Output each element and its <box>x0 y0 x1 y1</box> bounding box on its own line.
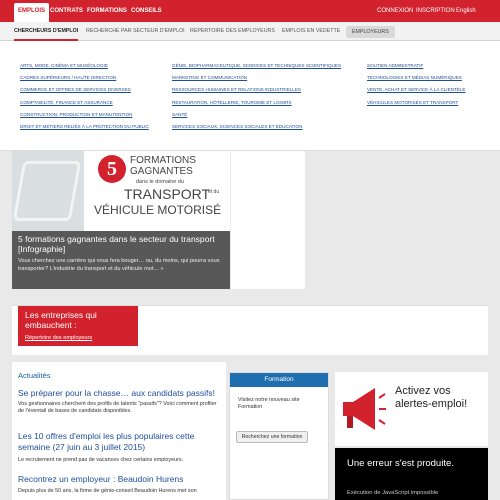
sector-link[interactable]: RESTAURATION, HÔTELLERIE, TOURISME ET LOISIRS <box>172 99 292 105</box>
featured-banner[interactable] <box>12 151 230 289</box>
hiring-companies-title: Les entreprises qui embauchent : <box>25 310 97 330</box>
tab-contrats[interactable]: CONTRATS <box>50 8 83 14</box>
hiring-companies-box[interactable] <box>18 306 138 346</box>
tab-conseils[interactable]: CONSEILS <box>131 8 162 14</box>
sector-link[interactable]: RESSOURCES HUMAINES ET RELATIONS INDUSTRIELLES <box>172 87 301 93</box>
banner-line-5: VÉHICULE MOTORISÉ <box>94 203 222 217</box>
banner-line-4: TRANSPORT <box>124 186 211 202</box>
banner-caption <box>12 231 230 289</box>
truck-illustration <box>12 151 84 231</box>
banner-line-4b: et du <box>208 189 220 195</box>
banner-caption-desc: Vous cherchez une carrière qui vous fera bouger… ou, du moins, qui pourra vous transporter? L'industrie du transport et du véhicule mot… » <box>18 258 220 272</box>
sector-link[interactable]: SANTÉ <box>172 111 188 117</box>
sector-column-3 <box>367 63 465 112</box>
login-link[interactable]: CONNEXION <box>377 8 414 14</box>
sector-link[interactable]: GÉNIE, BIOPHARMACEUTIQUE, SCIENCES ET TECHNIQUES SCIENTIFIQUES <box>172 63 342 68</box>
subnav-featured-jobs[interactable]: EMPLOIS EN VEDETTE <box>282 28 341 34</box>
job-alert-text <box>395 385 467 411</box>
sector-link[interactable]: CONSTRUCTION, PRODUCTION ET MANUTENTION <box>20 111 133 117</box>
sector-dropdown <box>0 41 500 151</box>
news-article-title[interactable]: Recontrez un employeur : Beaudoin Hurens <box>18 474 184 484</box>
sector-column-2 <box>172 63 341 136</box>
language-link[interactable]: English <box>456 8 476 14</box>
tab-formations[interactable]: FORMATIONS <box>87 8 127 14</box>
sector-link[interactable]: ARTS, MODE, CINÉMA ET MUSÉOLOGIE <box>20 63 108 68</box>
news-article-desc: Le recrutement ne prend pas de vacances chez certains employeurs. <box>18 457 184 463</box>
news-article-desc: Depuis plus de 50 ans, la firme de génie-conseil Beaudoin Hurens met son <box>18 488 197 494</box>
number-badge: 5 <box>98 155 126 183</box>
top-navigation <box>0 0 500 22</box>
formation-widget <box>229 372 329 500</box>
banner-line-2: GAGNANTES <box>130 166 193 177</box>
tab-emplois[interactable]: EMPLOIS <box>14 3 49 22</box>
employer-directory-link[interactable]: Répertoire des employeurs <box>25 335 93 341</box>
subnav-job-seekers[interactable]: CHERCHEURS D'EMPLOI <box>14 22 78 41</box>
subnav-employer-directory[interactable]: REPERTOIRE DES EMPLOYEURS <box>190 28 275 34</box>
sector-link[interactable]: DROIT ET MÉTIERS RELIÉS À LA PROTECTION DU PUBLIC <box>20 123 149 129</box>
sector-link[interactable]: CADRES SUPÉRIEURS / HAUTE DIRECTION <box>20 75 117 81</box>
infographic-image <box>12 151 230 231</box>
news-article-title[interactable]: Se préparer pour la chasse… aux candidats passifs! <box>18 388 216 398</box>
megaphone-icon <box>341 384 387 434</box>
banner-side-panel <box>231 151 305 289</box>
search-formation-button[interactable]: Recherchez une formation <box>236 431 308 443</box>
banner-line-3: dans le domaine du <box>136 179 185 185</box>
sector-link[interactable]: VENTE, ACHAT ET SERVICE À LA CLIENTÈLE <box>367 87 466 93</box>
formation-header: Formation <box>230 373 328 387</box>
error-title: Une erreur s'est produite. <box>347 458 454 469</box>
subnav-sector-search[interactable]: RECHERCHE PAR SECTEUR D'EMPLOI <box>86 28 185 34</box>
job-alert-line-1: Activez vos <box>395 385 451 397</box>
error-detail: Exécution de JavaScript impossible <box>347 490 439 496</box>
news-article-title[interactable]: Les 10 offres d'emploi les plus populaires cette semaine (27 juin au 3 juillet 2015) <box>18 431 195 452</box>
news-section <box>12 362 226 500</box>
video-error-panel <box>335 448 488 500</box>
sub-navigation <box>0 22 500 41</box>
sector-column-1 <box>20 63 149 136</box>
news-heading: Actualités <box>18 371 51 380</box>
sector-link[interactable]: VÉHICULES MOTORISÉS ET TRANSPORT <box>367 99 459 105</box>
sector-link[interactable]: SOUTIEN ADMINISTRATIF <box>367 63 424 68</box>
job-alert-promo[interactable] <box>335 372 488 446</box>
register-link[interactable]: INSCRIPTION <box>416 8 455 14</box>
banner-caption-title[interactable]: 5 formations gagnantes dans le secteur du transport [Infographie] <box>18 234 215 254</box>
subnav-employers-button[interactable]: EMPLOYEURS <box>346 26 395 38</box>
sector-link[interactable]: TECHNOLOGIES ET MÉDIAS NUMÉRIQUES <box>367 75 462 81</box>
job-alert-line-2: alertes-emploi! <box>395 398 468 410</box>
news-article-desc: Vos gestionnaires cherchent des profils de talents "passifs"? Voici comment profiter de l'éventail de bases de candidats disponibles. <box>18 401 217 414</box>
sector-link[interactable]: MARKETING ET COMMUNICATION <box>172 75 248 81</box>
formation-text: Visitez notre nouveau site Formation <box>238 397 300 410</box>
sector-link[interactable]: COMPTABILITÉ, FINANCE ET ASSURANCE <box>20 99 113 105</box>
hiring-companies-promo <box>12 305 488 355</box>
sector-link[interactable]: COMMERCE ET OFFRES DE SERVICES DIVERSES <box>20 87 131 93</box>
sector-link[interactable]: SERVICES SOCIAUX, SCIENCES SOCIALES ET ÉDUCATION <box>172 123 303 129</box>
banner-line-1: FORMATIONS <box>130 155 196 166</box>
